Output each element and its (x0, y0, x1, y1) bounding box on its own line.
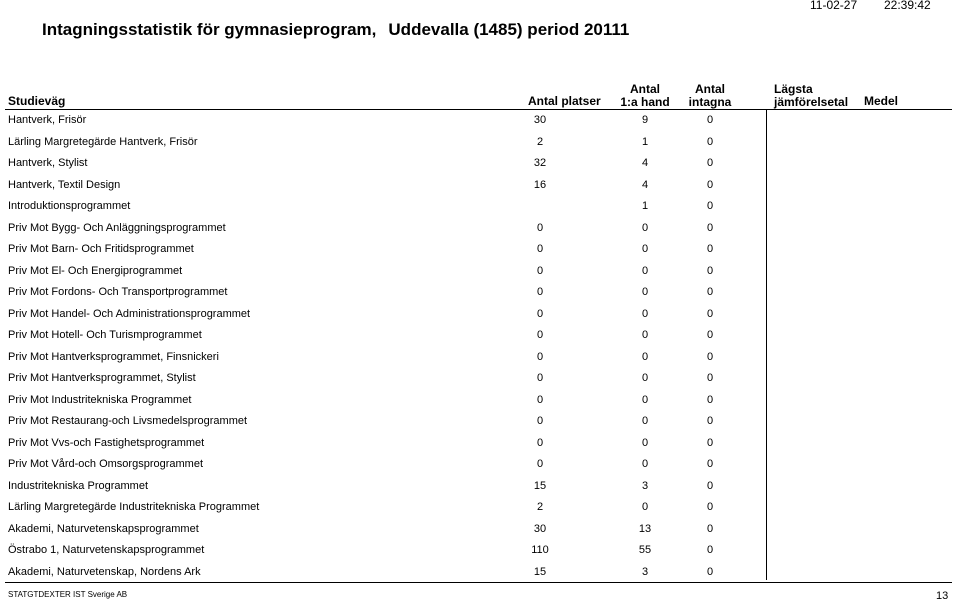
row-name: Lärling Margretegärde Industritekniska Programmet (8, 501, 260, 513)
table-row (0, 196, 960, 217)
col-header-studievag: Studieväg (8, 94, 66, 108)
col-header-antal-intagna-line1: Antal (695, 82, 725, 96)
col-header-lagsta-line2: jämförelsetal (774, 95, 849, 109)
row-antal-hand: 4 (641, 157, 649, 169)
row-name: Priv Mot Industritekniska Programmet (8, 393, 192, 406)
row-antal-platser: 0 (536, 286, 544, 298)
row-antal-platser: 15 (533, 479, 547, 492)
col-header-antal-hand (605, 83, 685, 109)
row-name: Priv Mot Restaurang-och Livsmedelsprogrammet (8, 415, 248, 427)
row-antal-platser: 0 (536, 307, 544, 320)
row-antal-hand: 0 (641, 286, 649, 298)
col-header-lagsta (774, 83, 848, 109)
row-antal-intagna: 0 (706, 372, 714, 384)
row-antal-platser: 0 (536, 436, 544, 449)
table-row (0, 110, 960, 131)
row-antal-intagna: 0 (706, 458, 714, 470)
row-name: Priv Mot Handel- Och Administrationsprogrammet (8, 307, 251, 320)
row-name: Priv Mot Hotell- Och Turismprogrammet (8, 329, 202, 341)
table-row (0, 390, 960, 411)
row-antal-hand: 1 (641, 135, 649, 148)
row-antal-platser: 0 (536, 372, 544, 384)
row-antal-intagna: 0 (706, 243, 714, 255)
row-name: Akademi, Naturvetenskapsprogrammet (8, 522, 199, 535)
row-name: Priv Mot Hantverksprogrammet, Stylist (8, 372, 196, 384)
row-antal-platser: 16 (533, 178, 547, 191)
row-name: Priv Mot Hantverksprogrammet, Finsnickeri (8, 350, 219, 363)
row-name: Hantverk, Stylist (8, 157, 88, 169)
row-antal-intagna: 0 (706, 522, 714, 535)
row-name: Priv Mot Vård-och Omsorgsprogrammet (8, 458, 203, 470)
row-antal-hand: 0 (641, 243, 649, 255)
row-antal-platser: 0 (536, 264, 544, 277)
report-title-period: Uddevalla (1485) period 20111 (388, 20, 630, 39)
table-row (0, 411, 960, 432)
row-name: Industritekniska Programmet (8, 479, 148, 492)
row-antal-intagna: 0 (706, 393, 714, 406)
table-row (0, 368, 960, 389)
row-antal-hand: 3 (641, 565, 649, 578)
row-name: Östrabo 1, Naturvetenskapsprogrammet (8, 544, 205, 556)
row-antal-intagna: 0 (706, 157, 714, 169)
col-header-antal-hand-line1: Antal (630, 82, 660, 96)
row-antal-intagna: 0 (706, 544, 714, 556)
row-antal-intagna: 0 (706, 135, 714, 148)
row-antal-hand: 0 (641, 350, 649, 363)
row-name: Priv Mot Fordons- Och Transportprogrammet (8, 286, 228, 298)
row-antal-platser: 0 (536, 393, 544, 406)
row-name: Akademi, Naturvetenskap, Nordens Ark (8, 565, 201, 578)
page-number: 13 (936, 590, 949, 602)
table-row (0, 325, 960, 346)
row-antal-intagna: 0 (706, 221, 714, 234)
row-antal-platser: 32 (533, 157, 547, 169)
col-header-lagsta-line1: Lägsta (774, 82, 813, 96)
row-antal-intagna: 0 (706, 501, 714, 513)
row-name: Hantverk, Textil Design (8, 178, 121, 191)
row-antal-hand: 0 (641, 501, 649, 513)
row-antal-intagna: 0 (706, 329, 714, 341)
row-antal-hand: 0 (641, 264, 649, 277)
row-antal-hand: 0 (641, 436, 649, 449)
row-antal-hand: 3 (641, 479, 649, 492)
row-antal-hand: 0 (641, 393, 649, 406)
col-header-medel: Medel (864, 94, 899, 108)
row-antal-platser: 0 (536, 329, 544, 341)
row-antal-hand: 1 (641, 200, 649, 212)
row-name: Lärling Margretegärde Hantverk, Frisör (8, 135, 198, 148)
row-antal-hand: 0 (641, 458, 649, 470)
row-antal-platser: 110 (531, 544, 549, 556)
row-antal-platser: 30 (533, 522, 547, 535)
row-antal-platser: 15 (533, 565, 547, 578)
report-title (42, 20, 629, 40)
row-name: Priv Mot Vvs-och Fastighetsprogrammet (8, 436, 205, 449)
col-header-antal-platser: Antal platser (528, 94, 601, 108)
row-antal-hand: 13 (638, 522, 652, 535)
report-date: 11-02-27 (810, 0, 858, 12)
row-antal-intagna: 0 (706, 479, 714, 492)
row-antal-hand: 0 (641, 221, 649, 234)
row-antal-intagna: 0 (706, 114, 714, 126)
row-antal-hand: 0 (641, 307, 649, 320)
row-name: Priv Mot Bygg- Och Anläggningsprogrammet (8, 221, 226, 234)
row-antal-platser: 0 (536, 221, 544, 234)
row-antal-platser: 0 (536, 243, 544, 255)
table-row (0, 497, 960, 518)
col-header-antal-intagna-line2: intagna (688, 95, 732, 109)
table-row (0, 132, 960, 153)
row-antal-hand: 4 (641, 178, 649, 191)
table-row (0, 519, 960, 540)
row-name: Priv Mot Barn- Och Fritidsprogrammet (8, 243, 194, 255)
row-antal-hand: 0 (641, 415, 649, 427)
row-antal-platser: 0 (536, 458, 544, 470)
row-name: Hantverk, Frisör (8, 114, 87, 126)
row-antal-hand: 9 (641, 114, 649, 126)
row-antal-intagna: 0 (706, 565, 714, 578)
table-row (0, 562, 960, 583)
col-header-antal-intagna (680, 83, 740, 109)
report-time: 22:39:42 (884, 0, 931, 12)
row-antal-intagna: 0 (706, 350, 714, 363)
row-antal-hand: 0 (641, 329, 649, 341)
row-antal-intagna: 0 (706, 264, 714, 277)
row-antal-platser: 30 (533, 114, 547, 126)
row-antal-platser: 2 (536, 135, 544, 148)
table-row (0, 282, 960, 303)
row-antal-platser: 2 (536, 501, 544, 513)
table-row (0, 347, 960, 368)
table-row (0, 454, 960, 475)
row-name: Priv Mot El- Och Energiprogrammet (8, 264, 183, 277)
table-row (0, 218, 960, 239)
row-antal-platser: 0 (536, 350, 544, 363)
footer-divider (5, 582, 952, 583)
table-row (0, 175, 960, 196)
row-antal-hand: 0 (641, 372, 649, 384)
footer-source: STATGTDEXTER IST Sverige AB (8, 590, 128, 599)
row-antal-intagna: 0 (706, 307, 714, 320)
table-row (0, 239, 960, 260)
table-row (0, 304, 960, 325)
row-antal-intagna: 0 (706, 436, 714, 449)
report-title-main: Intagningsstatistik för gymnasieprogram, (42, 20, 377, 39)
col-header-antal-hand-line2: 1:a hand (620, 95, 670, 109)
table-row (0, 261, 960, 282)
row-antal-hand: 55 (638, 544, 652, 556)
row-antal-intagna: 0 (706, 178, 714, 191)
table-row (0, 153, 960, 174)
table-row (0, 433, 960, 454)
row-antal-intagna: 0 (706, 415, 714, 427)
row-antal-intagna: 0 (706, 286, 714, 298)
table-row (0, 540, 960, 561)
row-name: Introduktionsprogrammet (8, 200, 131, 212)
table-row (0, 476, 960, 497)
row-antal-intagna: 0 (706, 200, 714, 212)
row-antal-platser: 0 (536, 415, 544, 427)
